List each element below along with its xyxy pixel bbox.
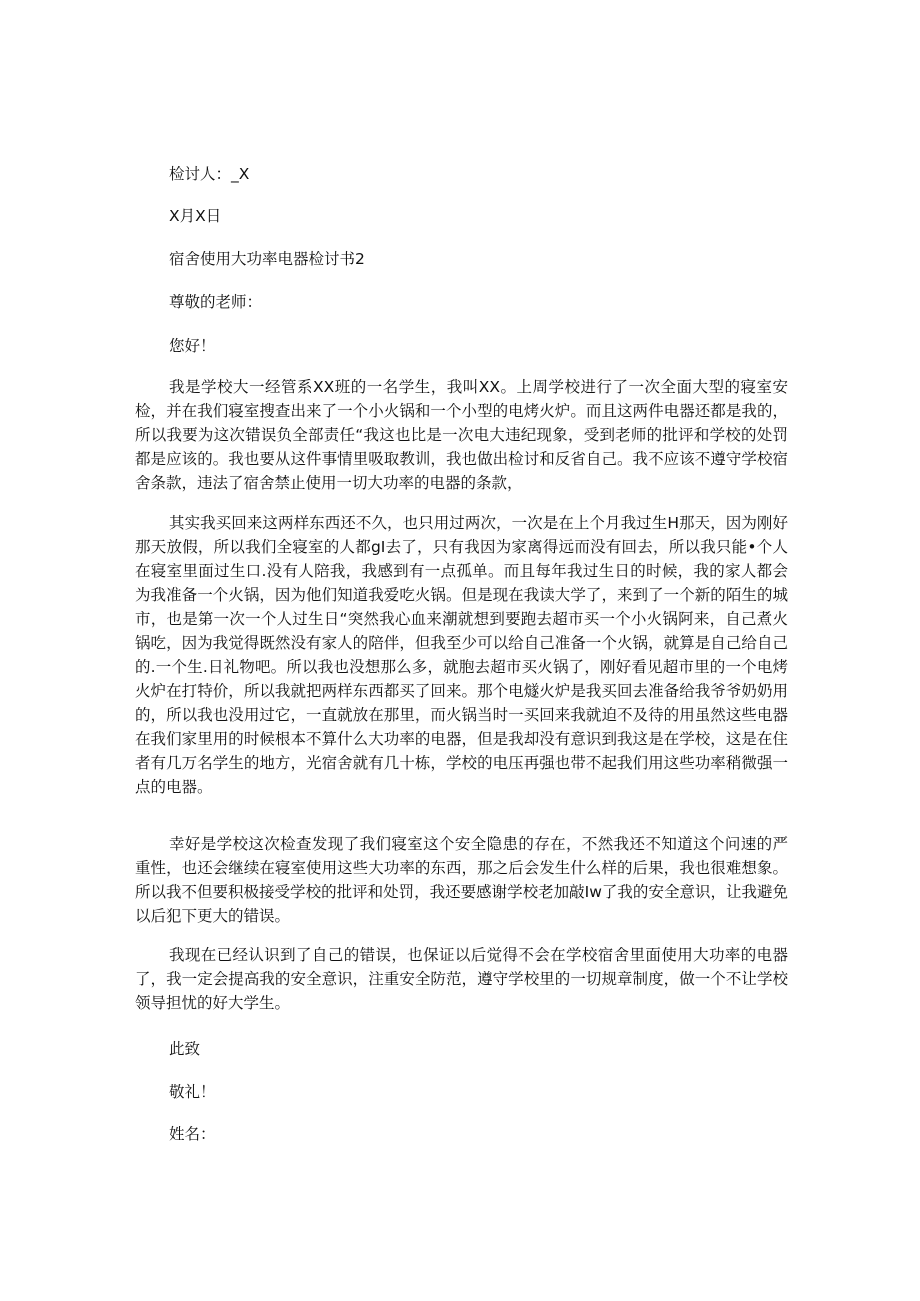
- closing-1: 此致: [169, 1040, 201, 1058]
- paragraph-1: 我是学校大一经管系XX班的一名学生，我叫XX。上周学校进行了一次全面大型的寝室安检，并在我们寝室搜查出来了一个小火锅和一个小型的电烤火炉。而且这两件电器还都是我的，所以我要为这次错误负全部责任“我这也比是一次电大违纪现象，受到老师的批评和学校的处罚都是应该的。我也要从这件事情里吸取教训，我也做出检讨和反省自己。我不应该不遵守学校宿舍条款，违法了宿舍禁止使用一切大功率的电器的条款，: [135, 378, 788, 492]
- salutation: 尊敬的老师：: [169, 293, 263, 311]
- closing-2: 敬礼！: [169, 1083, 216, 1101]
- document-title: 宿舍使用大功率电器检讨书2: [169, 250, 365, 268]
- signature-label: 姓名：: [169, 1125, 216, 1143]
- paragraph-4: 我现在已经认识到了自己的错误，也保证以后觉得不会在学校宿舍里面使用大功率的电器了，我一定会提高我的安全意识，注重安全防范，遵守学校里的一切规章制度，做一个不让学校领导担忧的好大学生。: [135, 946, 788, 1012]
- greeting: 您好！: [169, 337, 216, 355]
- paragraph-3: 幸好是学校这次检查发现了我们寝室这个安全隐患的存在，不然我还不知道这个问速的严重性，也还会继续在寝室使用这些大功率的东西，那之后会发生什么样的后果，我也很难想象。所以我不但要积极接受学校的批评和处罚，我还要感谢学校老加敲Iw了我的安全意识，让我避免以后犯下更大的错误。: [135, 835, 788, 925]
- paragraph-2: 其实我买回来这两样东西还不久，也只用过两次，一次是在上个月我过生H那天，因为刚好那天放假，所以我们全寝室的人都gI去了，只有我因为家离得远而没有回去，所以我只能•个人在寝室里面过生口.没有人陪我，我感到有一点孤单。而且每年我过生日的时候，我的家人都会为我准备一个火锅，因为他们知道我爱吃火锅。但是现在我读大学了，来到了一个新的陌生的城市，也是第一次一个人过生日“突然我心血来潮就想到要跑去超市买一个小火锅阿来，自己煮火锅吃，因为我觉得既然没有家人的陪伴，但我至少可以给自己准备一个火锅，就算是自己给自己的.一个生.日礼物吧。所以我也没想那么多，就胞去超市买火锅了，刚好看见超市里的一个电烤火炉在打特价，所以我就把两样东西都买了回来。那个电燧火炉是我买回去准备给我爷爷奶奶用的，所以我也没用过它，一直就放在那里，而火锅当时一买回来我就迫不及待的用虽然这些电器在我们家里用的时候根本不算什么大功率的电器，但是我却没有意识到我这是在学校，这是在住者有几万名学生的地方，光宿舍就有几十栋，学校的电压再强也带不起我们用这些功率稍微强一点的电器。: [135, 514, 788, 796]
- inspector-line: 检讨人：_X: [169, 165, 250, 183]
- date-line: X月X日: [169, 207, 222, 225]
